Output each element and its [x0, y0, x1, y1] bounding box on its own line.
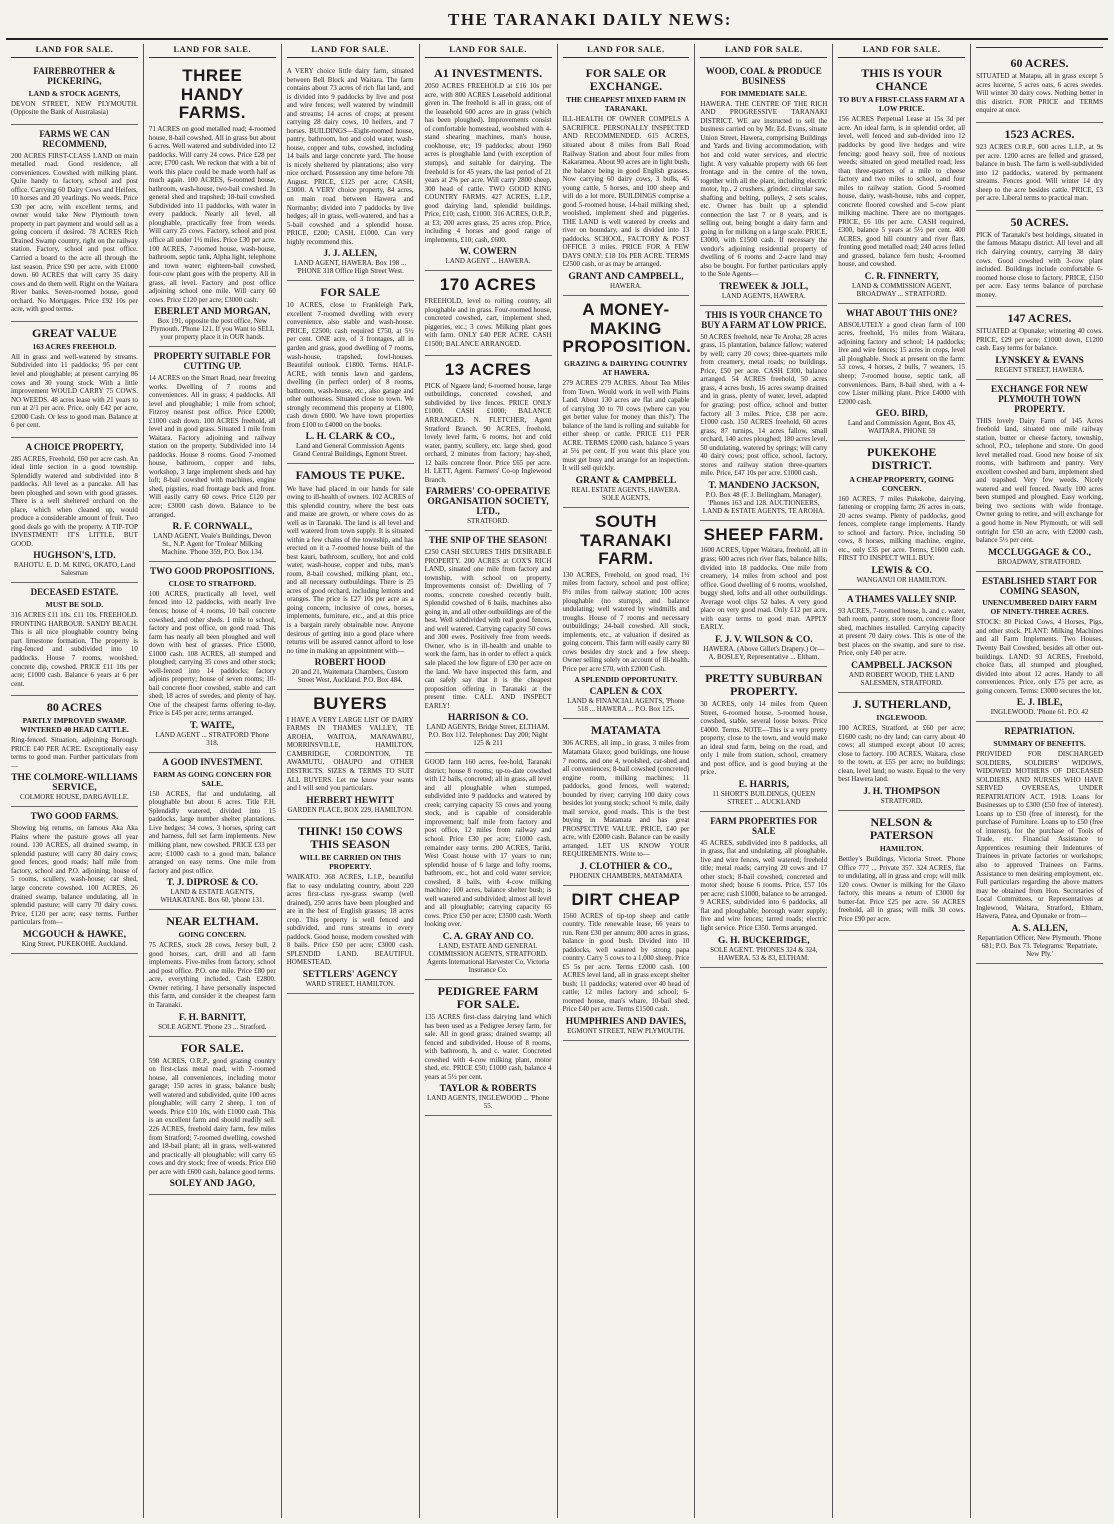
agent-name: W. COWERN	[459, 247, 517, 258]
column-heading: LAND FOR SALE.	[700, 44, 827, 58]
ad-body: 598 ACRES, O.R.P., good grazing country on first-class metal road, with 7-roomed house, all conveniences, including motor garage; 150 acres in grass, balance bush; well watered and subdivided, quite 100 acres ploughable; will carry 2 sheep, 1 ton of weeds. Price £10 10s, with £1000 cash. This is an excellent farm and should readily sell. 226 ACRES, freehold dairy farm, few miles from Stratford; 7-roomed dwelling, cowshed and 18-bail plant; all in grass, well-watered and practically all ploughable; will carry 65 cows and dry stock; free of weeds. Price £60 per acre with £600 cash, balance good terms.	[148, 1056, 276, 1176]
agent-name: HERBERT HEWITT	[306, 795, 395, 806]
ad-body: 1560 ACRES of tip-top sheep and cattle country. Title renewable lease, 66 years to run. Rent £30 per annum; 800 acres in grass, balance in good bush. Divided into 10 paddocks, well watered by strong papa country. Carry 5 cows to a 1,000 sheep. Price £5 5s per acre. Terms £2000 cash. 100 ACRES level land, all in grass except shelter bush; 11 paddocks; watered over 40 head of cattle; 12 miles factory and school; 6-roomed house, man's whare, 10-bail shed. Price £40 per acre. Terms £1500 cash.	[562, 911, 690, 1014]
ad-title: WHAT ABOUT THIS ONE?	[846, 307, 958, 318]
ad-title: REPATRIATION.	[1004, 726, 1075, 737]
ad-title: FAIREBROTHER & PICKERING,	[33, 66, 116, 86]
agent-address: STRATFORD.	[467, 517, 509, 526]
ad-body: 130 ACRES, Freehold, on good road, 1½ miles from factory, school and post office; 8½ miles from railway station; 100 acres ploughable (no stumps), and balance undulating; well watered by windmills and troughs. House of 7 rooms and necessary outbuildings; 24-bail cowshed. All stock, implements, etc., at valuation if desired as going concern. This farm will easily carry 80 cows besides dry stock and a few sheep. Owner selling solely on account of ill-health. Price per acre £70, with £2000 Cash.	[562, 570, 690, 673]
ad-body: 75 ACRES, stock 28 cows, Jersey bull, 2 good horses, cart, drill and all farm implements. Five-miles from factory, school and post office. P.O. one mile. Price £80 per acre, everything included. Cash £2800. Owner retiring. I have personally inspected this farm, and consider it the cheapest farm in Taranaki.	[148, 941, 276, 1009]
classified-ad	[149, 753, 276, 910]
classified-ad	[425, 531, 552, 753]
classified-ad	[563, 886, 690, 1041]
ad-body: Showing big returns, on famous Aka Aka Plains where the pasture grows all year round. 130 ACRES, all drained swamp, in splendid pasture; will carry 80 dairy cows; good fences, good roads; half mile from factory, school and P.O. adjoining; house of 5 rooms, scullery, wash-house; car shed, large concrete cowshed. 100 ACRES, 26 drained swamp, balance undulating, all in splendid pasture; will carry 70 dairy cows. Price, £120 per acre; easy terms. Further particulars from—	[11, 824, 138, 927]
ad-body: HAWERA. THE CENTRE OF THE RICH AND PROGRESSIVE TARANAKI DISTRICT. WE are instructed to sell the business carried on by Mr. Ed. Evans, situate Union Street, Hawera, comprising Buildings and Yards and living accommodation, with hot and cold water services, and electric light. A very valuable property with 66 feet frontage and in the centre of the town, together with all the plant, including electric motor, hp., 2 crushers, grinder, circular saw, shafting and belting, pulleys, 2 sets scales, etc. Owner has built up a splendid connection the last 7 or 8 years, and is selling out, being bought a dairy farm and going in for milking on a large scale. PRICE, £3000, with £1500 cash. If necessary the vendor's adjoining residential property of dwelling of 6 rooms and 2-acre land may also be bought. For further particulars apply to the Sole Agents—	[700, 99, 828, 279]
ad-title: PEDIGREE FARM FOR SALE.	[437, 983, 539, 1012]
ad-title: THINK! 150 COWS THIS SEASON	[297, 823, 403, 851]
agent-name: R. F. CORNWALL,	[172, 522, 253, 533]
agent-name: MCCLUGGAGE & CO.,	[988, 547, 1092, 558]
ad-title: NEAR ELTHAM.	[166, 914, 259, 929]
agent-name: C. R. FINNERTY,	[864, 271, 939, 282]
agent-address: LAND AGENTS, HAWERA.	[721, 291, 806, 300]
agent-address: LAND AGENTS, Bridge Street, ELTHAM. P.O. Box 112. Telephones: Day 200; Night 125 & 211	[426, 723, 550, 748]
ad-body: THIS lovely Dairy Farm of 145 Acres freehold land, situated one mile railway station, butter or cheese factory, township, school, P.O., telephone and store. On good level metalled road. Good new house of six rooms, with bathroom and pantry. Very excellent cowshed and barn, implement shed and trapshed. Very few weeds. Nicely watered and well fenced. Nearly 100 acres been stumped and ploughed. Easy working, being two sections with wide frontage. Owner going to retire, and will exchange for a good home in New Plymouth, or will sell outright for £50 an acre, with £2000 cash, balance 5½ per cent.	[976, 416, 1103, 545]
agent-name: GRANT & CAMPBELL	[575, 475, 677, 486]
classified-ad	[11, 583, 138, 696]
ad-title: FARMS WE CAN RECOMMEND,	[39, 128, 110, 149]
agent-name: L. H. CLARK & CO.,	[305, 432, 395, 443]
classified-ad	[976, 722, 1103, 964]
ad-title: J. SUTHERLAND,	[852, 696, 951, 711]
ad-subtitle: A SPLENDID OPPORTUNITY.	[574, 675, 678, 685]
classified-ad	[838, 693, 965, 811]
agent-name: SOLEY AND JAGO,	[169, 1179, 256, 1190]
classified-ad	[11, 696, 138, 807]
ad-body: 923 ACRES O.R.P., 600 acres L.I.P., at 9s per acre. 1200 acres are felled and grassed, balance in bush. The farm is well-subdivided into 12 paddocks, watered by permanent streams. Fences good. Will winter 14 dry sheep to the acre besides cattle. PRICE, £3 per acre. Liberal terms to practical man.	[976, 143, 1103, 203]
ad-body: 30 ACRES, only 14 miles from Queen Street, 6-roomed house, 5-roomed house, cowshed, stable, several loose boxes. Price £4000. Terms. NOTE—This is a very pretty property, close to the town, and would make an ideal stud farm, being on the road, and only 1 mile from station, school, creamery and post office, and is good buying at the price.	[700, 700, 828, 777]
classified-ad	[425, 753, 552, 980]
classified-ad	[838, 590, 965, 693]
agent-address: RAHOTU. E. D. M. KING, OKATO, Land Salesman	[13, 561, 136, 578]
ad-body: 156 ACRES Perpetual Lease at 15s 3d per acre. An ideal farm, is in splendid order, all level, well fenced and sub-divided into 12 paddocks by good live hedges and wire fencing; good heavy soil, free of noxious weeds; situated on good metalled road; less than three-quarters of a mile to cheese factory and two miles to school, and four miles to railway station. Good 5-roomed house, dairy, wash-house, tubs and copper, concrete floored cowshed and 5-cow plant milking machine. There are no mortgages. PRICE, £6 10s per acre. CASH required, £300, balance 5 years at 5½ per cent. 400 ACRES, good hill country and river flats, fronting good metalled road; 240 acres felled and grassed, balance fern bush; 4-roomed house, and cowshed.	[838, 115, 966, 269]
classified-ad	[976, 307, 1103, 380]
classified-ad	[976, 572, 1103, 723]
agent-address: GARDEN PLACE, BOX 229, HAMILTON.	[287, 805, 413, 814]
classified-ad	[287, 690, 414, 819]
ad-body: 200 ACRES FIRST-CLASS LAND on main metalled road. Good residence, all conveniences. Cowshed with milking plant. Quite handy to factory, school and post office. Carrying 60 Dairy Cows and Heifers, 10 horses and 20 yearlings. No weeds. Price £30 per acre, with excellent terms, and owner would take New Plymouth town property in part payment and would sell as a going concern if desired. 78 ACRES Rich Drained Swamp country, right on the railway station. Factory, school and post office. Carried a board to the acre all through the last season. Price £90 per acre, with £1000 down. 60 ACRES that will carry 35 dairy cows and do them well. Right on the Waitara River banks. Seven-roomed house, good orchard. No Mortgages. Price £92 10s per acre, with good terms.	[11, 151, 138, 314]
classified-ad	[11, 62, 138, 125]
classified-ad	[149, 1037, 276, 1196]
ad-body: PROVIDED FOR DISCHARGED SOLDIERS, SOLDIERS' WIDOWS, WIDOWED MOTHERS OF DECEASED SOLDIERS, AND NURSES WHO HAVE SERVED OVERSEAS, UNDER REPATRIATION ACT, 1918. Loans for Businesses up to £300 (£50 free of interest). Loans up to £50 (free of interest), for the purchase of Furniture. Loans up to £50 (free of interest), for the purchase of Tools of Trade, etc. Financial Assistance to Apprentices resuming their Indentures of Trainees in private factories or workshops; also to approved Trainees on Farms. Assistance to men desiring employment, etc. Full particulars regarding the above matters may be obtained from Hon. Secretaries of Local Committees, or Representatives at Inglewood, Waitara, Stratford, Eltham, Hawera, Patea, and Opunake or from—	[976, 750, 1103, 921]
ad-body: 10 ACRES, close to Frankleigh Park, excellent 7-roomed dwelling with every convenience, also stable and wash-house. PRICE, £2500; cash required £750, at 5½ per cent. ONE acre, of 3 frontages, all in garden and grass, good dwelling of 7 rooms, wash-house, trapshed, fowl-houses. Beautiful outlook. £1800. Terms. HALF-ACRE, with tennis lawn and gardens, dwelling (in perfect order) of 8 rooms, bathroom, wash-house, etc., also garage and other outhouses. Situated close to town. We strongly recommend this property at £1800, cash down £600. We have town properties from £100 to £4000 on the books.	[286, 301, 414, 429]
ad-subtitle: 163 ACRES FREEHOLD.	[32, 341, 117, 351]
agent-address: Land and General Commission Agents Grand Central Buildings, Egmont Street.	[293, 442, 408, 459]
classified-ad	[149, 910, 276, 1036]
ad-body: 279 ACRES 279 ACRES. About Ten Miles from Town. Would work in well with Plains Land. About 130 acres are flat and capable of carrying 30 to 70 cows (where can you get better value for money than this?). The balance of the land is rolling and suitable for either sheep or cattle. PRICE £11 PER ACRE. TERMS £2000 cash, balance 5 years at 5½ per cent. If you want this place you must get busy and arrange for an inspection. It will sell quickly.	[562, 379, 690, 473]
ad-title: FOR SALE.	[180, 1040, 244, 1055]
classified-ad	[287, 62, 414, 281]
ad-body: 1600 ACRES, Upper Waitara, freehold, all in grass; 600 acres rich river flats, balance hills, divided into 18 paddocks. One mile from creamery, 14 miles from school and post office. Good dwelling of 6 rooms, woolshed, buggy shed, lofts and all other outbuildings. Average wool clips 52 bales. A very good place on very good road. Only £12 per acre, with easy terms to good man. APPLY EARLY.	[700, 546, 828, 632]
ad-body: PICK of Ngaere land; 6-roomed house, large outbuildings, concreted cowshed, and subdivided by live fences. PRICE ONLY £1000. CASH £1000; BALANCE ARRANGED. N. FLETCHER, Agent Stratford Branch. 90 ACRES, freehold, lovely level farm, 6 rooms, hot and cold water, pantry, scullery, etc. large shed, good orchard, 2 minutes from factory; hay-shed, 12 bails concrete floor. Price £65 per acre. H. LETT, Agent. Farmers' Co-op Inglewood Branch.	[424, 381, 552, 484]
agent-name: T. MANDENO JACKSON,	[708, 480, 820, 491]
ad-title: 147 ACRES.	[1007, 311, 1072, 326]
ad-title: 50 ACRES.	[1010, 214, 1069, 229]
ad-title: FAMOUS TE PUKE.	[295, 468, 405, 483]
ad-title: A MONEY-MAKING PROPOSITION.	[562, 299, 692, 357]
agent-name: LYNSKEY & EVANS	[995, 355, 1084, 366]
columns-container	[6, 44, 1108, 1518]
agent-address: EGMONT STREET, NEW PLYMOUTH.	[567, 1026, 685, 1035]
agent-name: ROBERT HOOD	[314, 658, 386, 669]
ad-body: 14 ACRES on the Smart Road, near freezing works. Dwelling of 7 rooms and conveniences. All in grass; 4 paddocks. All level and ploughable; 1 mile from school; Fitzroy nearest post office. Price £2000; £1000 cash down. 100 ACRES freehold, all level and in good grass. Situated 1 mile from Waitara. Factory adjoining and railway station on the property. Subdivided into 14 paddocks. House 8 rooms. Good 7-roomed house, bathroom, copper and tubs, workshop, 3 large implement sheds and hay loft; 8-bail cowshed with machines, engine shed, pigsties, road frontage back and front. Will easily carry 60 cows. Price £120 per acre; £3000 cash down. Balance to be arranged.	[148, 374, 276, 519]
ad-title: 80 ACRES	[46, 700, 102, 715]
ad-title: THIS IS YOUR CHANCE	[861, 66, 943, 94]
agent-address: LAND & COMMISSION AGENT, BROADWAY ... STRATFORD.	[851, 281, 952, 298]
classified-ad	[287, 281, 414, 464]
classified-ad	[11, 322, 138, 438]
ad-body: ABSOLUTELY a good clean farm of 100 acres, freehold, 1½ miles from Waitara, adjoining factory and school; 14 paddocks; live and wire fences; 15 acres in crops, level all ploughable. Stock at present on the farm: 53 cows, 4 horses, 2 bulls, 7 weaners, 15 sheep; 7-roomed house, septic tank, all conveniences. Barn, 8-bail shed, with a 4-cow Lister milking plant. Price £4000 with £2000 cash.	[838, 320, 966, 406]
classified-ad	[838, 304, 965, 441]
ad-title: 13 ACRES	[444, 360, 532, 380]
classified-ad	[700, 306, 827, 521]
classified-ad	[838, 811, 965, 932]
ad-title: FOR SALE	[320, 285, 381, 300]
ad-title: THE SNIP OF THE SEASON!	[429, 535, 548, 546]
agent-name: HUMPHRIES AND DAVIES,	[565, 1016, 687, 1027]
classified-ad	[563, 296, 690, 508]
agent-name: J. CLOTHIER & CO.,	[579, 861, 673, 872]
agent-address: REAL ESTATE AGENTS, HAWERA. SOLE AGENTS.	[571, 485, 681, 502]
agent-address: REGENT STREET, HAWERA.	[994, 365, 1085, 374]
ad-body: 45 ACRES, subdivided into 8 paddocks, all in grass, flat and undulating, all ploughable, live and wire fences, well watered; freehold title; metal roads; carrying 20 cows and 17 other stock; 8-bail cowshed, concreted and motor shed; house 6 rooms. Price, £57 10s per acre; cash £1000, balance to be arranged. 9 ACRES, subdivided into 6 paddocks, all flat and ploughable; borough water supply; live and wire fences; tarred roads; electric light service. Price £350. Terms arranged.	[700, 838, 828, 932]
ad-title: A GOOD INVESTMENT.	[162, 756, 263, 767]
classified-ad	[838, 441, 965, 590]
masthead	[0, 0, 1114, 40]
classified-ad	[287, 820, 414, 994]
column-heading: LAND FOR SALE.	[11, 44, 138, 58]
ad-title: SOUTH TARANAKI FARM.	[580, 511, 672, 569]
agent-name: J. H. THOMPSON	[863, 786, 941, 797]
ad-title: EXCHANGE FOR NEW PLYMOUTH TOWN PROPERTY.	[991, 383, 1089, 414]
ad-title: 1523 ACRES.	[1004, 126, 1075, 141]
ad-title: BUYERS	[313, 694, 388, 714]
ad-body: STOCK: 80 Picked Cows, 4 Horses, Pigs, and other stock. PLANT: Milking Machines and all Farm Implements. Two Houses, Twenty Bail Cowshed, besides all other out-buildings. LAND: 93 ACRES, Freehold, choice flats, all stumped and ploughed, divided into about 12 acres. Handy to all conveniences. Price, only £75 per acre, as going concern. Terms: £3000 secures the lot.	[976, 618, 1103, 695]
agent-name: F. J. V. WILSON & CO.	[715, 634, 813, 645]
column-6	[695, 44, 833, 1518]
agent-name: CAMPBELL JACKSON	[851, 660, 953, 671]
ad-subtitle: GOING CONCERN.	[178, 930, 247, 940]
agent-name: E. HARRIS,	[738, 779, 790, 790]
agent-address: SOLE AGENT. 'PHONES 324 & 324, HAWERA. 53 & 83, ELTHAM.	[710, 945, 818, 962]
agent-address: 20 and 21, Waitemata Chambers, Custom Street West, Auckland. P.O. Box 484.	[292, 668, 409, 685]
classified-ad	[425, 62, 552, 271]
column-5	[558, 44, 696, 1518]
classified-ad	[149, 562, 276, 753]
ad-title: SHEEP FARM.	[703, 524, 825, 544]
agent-address: PHOENIX CHAMBERS, MATAMATA	[569, 871, 683, 880]
agent-address: STRATFORD.	[880, 796, 923, 805]
agent-address: P.O. Box 48 (F. J. Bellingham, Manager). 'Phones 163 and 128. AUCTIONEERS, LAND & ESTATE AGENTS, TE AROHA.	[702, 490, 825, 515]
ad-body: WAIKATO. 368 ACRES, L.I.P., beautiful flat to easy undulating country, about 220 acres first-class rye-grass swamp (well drained), 250 acres have been ploughed and are in the best of English grasses; 18 acres crop. This property is well fenced and subdivided, and runs streams in every paddock. Good house, modern cowshed with 8 bails. Price £50 per acre; £3000 cash. SPLENDID LAND. BEAUTIFUL HOMESTEAD.	[286, 872, 414, 967]
ad-subtitle: MUST BE SOLD.	[45, 600, 104, 610]
classified-ad	[149, 347, 276, 562]
agent-name: HARRISON & CO.	[447, 713, 529, 724]
agent-address: 11 SHORT'S BUILDINGS, QUEEN STREET ... AUCKLAND	[712, 789, 816, 806]
column-heading: LAND FOR SALE.	[425, 44, 552, 58]
classified-ad	[425, 356, 552, 531]
agent-address: Repatriation Officer, New Plymouth. 'Phone 681; P.O. Box 73. Telegrams: 'Repatriate, New Ply.'	[977, 933, 1102, 958]
agent-address: INGLEWOOD. 'Phone 61. P.O. 42	[990, 708, 1089, 717]
ad-title: FOR SALE OR EXCHANGE.	[585, 66, 667, 94]
ad-body: Ring-fenced. Situation, adjoining Borough. PRICE £40 PER ACRE. Exceptionally easy terms to good man. Further particulars from—	[11, 736, 138, 770]
classified-ad	[700, 62, 827, 306]
agent-name: T. WAITE,	[190, 720, 235, 731]
ad-body: 100 ACRES, practically all level, well fenced into 12 paddocks, with nearly live fences; house of 4 rooms, 10 bail concrete cowshed, and other sheds. 1 mile to school, factory and post office, on good road. This farm has nearly all been ploughed and well down with best of grasses. Price £5000, £1000 cash. 108 ACRES, all stumped and ploughed; carrying 35 cows and other stock; well-fenced into 14 paddocks; factory adjoins property; house of seven rooms; 10-bail concrete floor cowshed, stable and cart shed; 18 acres of swedes, and plenty of hay. One of the cheapest farms offering to-day. Price is £45 per acre; terms arranged.	[148, 589, 276, 718]
ad-title: THREE HANDY FARMS.	[178, 66, 246, 123]
classified-ad	[287, 464, 414, 690]
ad-body: 160 ACRES, 7 miles Pukekohe, dairying, fattening or cropping farm; 26 acres in oats, 20 acres swamp. Plenty of paddocks, good fences, complete range implements. Handy to school and factory. Price, including 50 cows, 8 horses, milking machine, engine, etc., only £35 per acre. Terms, £1600 cash. FIRST TO INSPECT WILL BUY.	[838, 494, 966, 563]
ad-title: THIS IS YOUR CHANCE TO BUY A FARM AT LOW PRICE.	[701, 309, 827, 330]
agent-address: HAWERA. (Above Gillet's Drapery.) Or— A. BOSLEY, Representative ... Eltham.	[703, 644, 825, 661]
ad-body: PICK of Taranaki's best holdings, situated in the famous Matapu district. All level and all rich dairying country, carrying 38 dairy cows. Good cowshed with 3-cow plant included. Buildings include comfortable 6-roomed house close to factory. PRICE, £150 per acre. Easy terms balance of purchase money.	[976, 230, 1103, 299]
ad-title: PUKEKOHE DISTRICT.	[867, 445, 937, 473]
ad-title: WOOD, COAL & PRODUCE BUSINESS	[705, 66, 822, 86]
ad-title: ESTABLISHED START FOR COMING SEASON,	[981, 575, 1098, 596]
column-3	[282, 44, 420, 1518]
ad-body: £250 CASH SECURES THIS DESIRABLE PROPERTY. 200 ACRES at COX'S RICH LAND, situated one mile from factory and township, with school on property. Improvements consist of: Dwelling of 7 rooms, concrete cowshed recently built. Splendid cowshed of 6 bails, machines also going in, and all other outbuildings are of the best. Well subdivided with real good fences, and well watered. Carrying capacity 50 cows and 300 ewes. Positively free from weeds. Owner, who is in ill-health and unable to work the farm, has in order to effect a quick sale placed the low figure of £30 per acre on the land. We have inspected this farm, and can safely say that it is the cheapest proposition offering in Taranaki at the present time. CALL AND INSPECT EARLY!	[424, 548, 552, 710]
agent-name: EBERLET AND MORGAN,	[154, 307, 271, 318]
ad-body: GOOD farm 160 acres, fee-hold, Taranaki district; house 8 rooms; up-to-date cowshed with 12 bails, concreted; all in grass, all level and all ploughable when stumped, subdivided into 9 paddocks and watered by creek; carrying capacity 55 cows and young stock, and is capable of considerable improvement; half mile from factory and post office, 12 miles from railway and school. Price £30 per acre; £1000 cash, remainder easy terms. 200 ACRES, Tariki, West Coast house with 17 years to run; splendid house of 6 large and lofty rooms, bathroom, etc., hot and cold water service; cowshed, 8 bails, with 4-cow milking machine; 100 acres, balance shelter bush; is well watered and subdivided; almost all level and all ploughable; carrying capacity 65 cows. Price £50 per acre; £3500 cash. Worth looking over.	[424, 758, 552, 929]
classified-ad	[976, 123, 1103, 211]
ad-body: 93 ACRES, 7-roomed house, h. and c. water, bath room, pantry, store room, concrete floor shed, machines installed. Carrying capacity at present 70 dairy cows. This is one of the best places on the swamp, and sure to rise. Price, only £40 per acre.	[838, 606, 966, 658]
ad-title: PROPERTY SUITABLE FOR CUTTING UP.	[153, 351, 271, 372]
agent-name: F. H. BARNITT,	[178, 1012, 246, 1023]
classified-ad	[563, 719, 690, 886]
agent-name: SETTLERS' AGENCY	[302, 969, 398, 980]
ad-title: GREAT VALUE	[32, 325, 117, 340]
column-heading	[976, 44, 1103, 48]
agent-address: COLMORE HOUSE, DARGAVILLE.	[20, 793, 129, 802]
agent-address: SOLE AGENT. 'Phone 23 ... Stratford.	[158, 1022, 267, 1031]
ad-body: 2050 ACRES FREEHOLD at £16 10s per acre, with 800 ACRES Leasehold additional given in. The freehold is all in grass, out of the leasehold 600 acres are in grass (which has been ploughed). Improvements consist of comfortable homestead, woolshed with 4-stand shearing machines, man's house, cookhouse, etc; 19 paddocks; about 1960 acres is ploughable land (with exception of stumps), and suitable for dairying. The freehold is for 45 years, the last period of 21 years at 2% per acre. Will carry 2800 sheep, 300 head of cattle. TWO GOOD KING COUNTRY FARMS. 427 ACRES, L.I.P., good dairying land, splendid buildings. Price, £10; cash, £1000. 316 ACRES, O.R.P., at £3; 200 acres grass, 25 acres crop. Price, including 4 horses and good range of implements, £10; cash, £600.	[424, 82, 552, 244]
column-4	[420, 44, 558, 1518]
agent-name: GEO. BIRD,	[875, 409, 928, 420]
classified-ad	[149, 62, 276, 347]
agent-name: G. H. BUCKERIDGE,	[718, 935, 810, 946]
ad-subtitle: FOR IMMEDIATE SALE.	[720, 88, 807, 98]
agent-name: LEWIS & CO.	[871, 565, 932, 576]
column-1	[6, 44, 144, 1518]
column-heading: LAND FOR SALE.	[563, 44, 690, 58]
classified-ad	[976, 211, 1103, 307]
ad-title: NELSON & PATERSON	[869, 814, 934, 842]
classified-ad	[838, 62, 965, 304]
agent-name: MCGOUCH & HAWKE,	[22, 929, 127, 940]
ad-body: 71 ACRES on good metalled road; 4-roomed house, 8-bail cowshed. All in grass but about 6 acres. Well watered and subdivided into 12 paddocks. Will carry 24 cows. Price £28 per acre; £700 cash. We reckon that with a bit of work this place could be made worth half as much again. 100 ACRES, 6-roomed house, bathroom, wash-house, two-bail cowshed. In general shed and trapshed; 18-bail cowshed. Subdivided into 11 paddocks, with water in every paddock. Nearly all level, all ploughable, practically free from weeds. Will carry 25 cows. Factory, school and post office all under 1½ miles. Price £30 per acre. 100 ACRES, 7-roomed house, wash-house, bathroom, septic tank, Alpha light, telephone and town water; eighteen-bail cowshed, four-cow plant goes with the property. All in grass, all level. Factory and post office adjoining school one mile. Will carry 60 cows. Price £120 per acre; £3000 cash.	[148, 125, 276, 304]
column-heading: LAND FOR SALE.	[838, 44, 965, 58]
agent-name: TAYLOR & ROBERTS	[439, 1084, 537, 1095]
agent-name: C. A. GRAY AND CO.	[442, 931, 534, 942]
agent-name: GRANT AND CAMPBELL,	[568, 271, 684, 282]
agent-name: THE COLMORE-WILLIAMS SERVICE,	[11, 773, 138, 794]
agent-name: FARMERS' CO-OPERATIVE ORGANISATION SOCIETY, LTD.,	[425, 487, 551, 518]
agent-name: J. J. ALLEN,	[323, 249, 377, 260]
ad-body: 150 ACRES, flat and undulating, all ploughable but about 6 acres. Title F.H. Splendidly watered, divided into 15 paddocks, large number shelter plantations. Live hedges; 34 cows, 3 horses, spring cart and harness, full set farm implements. New milking plant, new cowshed. PRICE £33 per acre; £1000 cash to a good man, balance arranged on easy terms. One mile from factory and post office.	[148, 789, 276, 875]
ad-title: MATAMATA	[591, 723, 661, 738]
agent-address: LAND AGENT, Veale's Buildings, Devon St., N.P. Agent for 'Trolear' Milking Machine. 'Phone 359, P.O. Box 134.	[153, 532, 272, 557]
column-heading: LAND FOR SALE.	[287, 44, 414, 58]
agent-address: LAND & FINANCIAL AGENTS, 'Phone 518 ... HAWERA ... P.O. Box 125.	[567, 697, 685, 714]
column-7	[833, 44, 971, 1518]
ad-subtitle: THE CHEAPEST MIXED FARM IN TARANAKI.	[566, 95, 686, 114]
ad-subtitle: HAMILTON.	[879, 844, 924, 854]
agent-name: T. J. DIPROSE & CO.	[166, 878, 259, 889]
ad-title: FARM PROPERTIES FOR SALE	[710, 815, 818, 836]
classified-ad	[563, 508, 690, 719]
agent-address: LAND AGENT ... HAWERA.	[445, 257, 531, 266]
agent-name: TREWEEK & JOLL,	[719, 281, 809, 292]
ad-title: PRETTY SUBURBAN PROPERTY.	[705, 670, 823, 698]
ad-subtitle: FARM AS GOING CONCERN FOR SALE.	[153, 769, 272, 788]
classified-ad	[700, 521, 827, 667]
ad-subtitle: A CHEAP PROPERTY, GOING CONCERN.	[849, 474, 954, 493]
classified-ad	[976, 380, 1103, 572]
ad-body: 50 ACRES freehold, near Te Aroha; 28 acres grass, 15 plantation, balance fallow; watered by well; carry 20 cows; three-quarters mile from creamery, metal roads; no buildings. Price, £50 per acre. CASH £300, balance arranged. 54 ACRES freehold, 50 acres grass, 4 acres bush, 16 acres swamp drained and in grass, plenty of water, level, adapted for grazing; post office, school and butter factory all 3 miles. Price, £38 per acre. £1000 cash. 150 ACRES freehold, 60 acres grass, 87 turnips, 14 acres fallow, small orchard, 140 acres ploughed; 180 acres level, 50 undulating, watered by springs; will carry 40 dairy cows; post office, school, factory, stores and railway station three-quarters mile. Price, £47 10s per acre. £1000 cash.	[700, 332, 828, 478]
agent-address: LAND & ESTATE AGENTS, WHAKATANE. Box 60, 'phone 131.	[160, 888, 265, 905]
ad-subtitle: INGLEWOOD.	[876, 713, 927, 723]
ad-title: A THAMES VALLEY SNIP.	[846, 593, 957, 604]
agent-address: BROADWAY, STRATFORD.	[997, 557, 1082, 566]
ad-body: I HAVE A VERY LARGE LIST OF DAIRY FARMS IN THAMES VALLEY, TE AROHA, WAITOA, MANAWARU, MORRINSVILLE, HAMILTON, CAMBRIDGE, CORDONTON, TE AWAMUTU, OHAUPO and OTHER DISTRICTS. SIZES & TERMS TO SUIT ALL BUYERS. Let me know your wants and I will send you particulars.	[286, 715, 414, 793]
classified-ad	[700, 667, 827, 812]
ad-title: DIRT CHEAP	[571, 889, 681, 909]
ad-body: Bettley's Buildings, Victoria Street. 'Phone Office 777 ... Private 357. 324 ACRES, flat to undulating, all in grass and crop; will milk 120 cows. Owner is milking for the Glaxo factory, this means a return of £3000 for butter-fat. Price £25 per acre. 56 ACRES freehold, all in grass; will milk 30 cows. Price £90 per acre.	[838, 855, 966, 923]
classified-ad	[425, 271, 552, 356]
ad-subtitle: TO BUY A FIRST-CLASS FARM AT A LOW PRICE.	[838, 95, 965, 114]
agent-address: AND ROBERT WOOD, THE LAND SALESMEN, STRATFORD.	[848, 670, 955, 687]
ad-title: A CHOICE PROPERTY,	[25, 441, 124, 452]
agent-address: LAND AGENTS, INGLEWOOD ... 'Phone 55.	[426, 1094, 550, 1111]
ad-body: 306 ACRES, all imp., in grass, 3 miles from Matamata Glaxo; good buildings, one house 7 rooms, and one 4, woolshed, car-shed and all conveniences; 8-bail cowshed (concreted) engine room, milking machines; 11 paddocks, good fences, well watered; bounded by river; carrying 100 dairy cows besides lot young stock; school ½ mile, daily mail service, good roads. This is the best buying in Matamata and has great PROSPECTIVE VALUE. PRICE, £40 per acre, with £2000 cash. Balance can be easily arranged. LET US KNOW YOUR REQUIREMENTS. Write to—	[562, 739, 690, 859]
ad-title: 170 ACRES	[439, 275, 537, 295]
classified-ad	[976, 52, 1103, 123]
masthead-rule	[6, 38, 1108, 40]
newspaper-title: THE TARANAKI DAILY NEWS:	[448, 10, 732, 29]
agent-address: LAND, ESTATE AND GENERAL COMMISSION AGENTS, STRATFORD. Agents International Harvester Co, Victoria Insurance Co.	[427, 941, 550, 974]
column-8	[971, 44, 1108, 1518]
classified-ad	[700, 812, 827, 968]
ad-title: DECEASED ESTATE.	[30, 587, 119, 598]
ad-title: A1 INVESTMENTS.	[434, 66, 543, 80]
agent-address: WARD STREET, HAMILTON.	[305, 979, 395, 988]
classified-ad	[11, 438, 138, 584]
classified-ad	[11, 807, 138, 953]
ad-subtitle: SUMMARY OF BENEFITS.	[993, 739, 1086, 749]
ad-body: FREEHOLD, level to rolling country, all ploughable and in grass. Four-roomed house, concreted cowshed, cart, implement shed, piggeries, etc.; 3 cows. Milking plant goes with farm. ONLY £40 PER ACRE. CASH £1500; BALANCE ARRANGED.	[424, 296, 552, 348]
ad-body: 135 ACRES first-class dairying land which has been used as a Pedigree Jersey farm, for sale. All in good grass; drained swamp; all fenced and subdivided. House of 8 rooms, with bathroom, h. and c. water. Concreted cowshed with 4-cow milking plant, motor shed, etc. PRICE £50; £1000 cash, balance 4 years at 5½ per cent.	[424, 1013, 552, 1081]
ad-subtitle: CLOSE TO STRATFORD.	[168, 578, 256, 588]
ad-body: 100 ACRES, Stratford, at £60 per acre; £1600 cash; no dry land; can carry about 40 cows; all stumped except about 10 acres; close to factory. 100 ACRES, Waitara, close to the town, at £55 per acre; no buildings; clean, level land; no waste. Equal to the very best Hawera land.	[838, 724, 966, 784]
agent-name: E. J. IBLE,	[1016, 698, 1063, 709]
classified-ad	[563, 62, 690, 296]
ad-subtitle: UNENCUMBERED DAIRY FARM OF NINETY-THREE ACRES.	[982, 598, 1097, 617]
agent-address: HAWERA.	[609, 281, 642, 290]
ad-body: All in grass and well-watered by streams. Subdivided into 11 paddocks; 95 per cent level and ploughable; at present carrying 86 cows and 30 young stock. With a little improvement WOULD CARRY 75 COWS. NO WEEDS. 48 acres lease with 21 years to run at 2/1 per acre. Price, only £42 per acre, £2000 Cash. Or less to good man. Balance at 6 per cent.	[11, 352, 138, 430]
ad-body: SITUATED at Opunake; wintering 40 cows. PRICE, £29 per acre; £1000 down, £1200 cash. Easy terms for balance.	[976, 327, 1103, 353]
ad-body: SITUATED at Matapu, all in grass except 5 acres lucerne, 5 acres oats, 6 acres swedes. Will winter 30 dairy cows. Nothing better in this district. FOR PRICE and TERMS enquire at once.	[976, 72, 1103, 115]
ad-title: TWO GOOD PROPOSITIONS.	[150, 566, 275, 577]
ad-title: TWO GOOD FARMS.	[30, 811, 119, 822]
ad-body: ILL-HEALTH OF OWNER COMPELS A SACRIFICE. PERSONALLY INSPECTED AND RECOMMENDED. 615 ACRES, situated about 8 miles from Ball Road Railway Station and about four miles from Kakaramea. About 90 acres are in light bush, the balance being in good English grasses. Now carrying 60 dairy cows, 3 bulls, 45 young cattle, 5 horses, and 100 sheep and will do a lot more. BUILDINGS comprise a good 5-roomed house, 14-bail milking shed, woolshed, implement shed and piggeries. THE LAND is well watered by creeks and river on boundary, and is divided into 13 paddocks. SCHOOL, FACTORY & POST OFFICE 3 miles. PRICE FOR A FEW DAYS ONLY: £18 10s PER ACRE. TERMS £2500 cash, or as may be arranged.	[562, 115, 690, 269]
ad-subtitle: LAND & STOCK AGENTS,	[28, 88, 121, 98]
ad-subtitle: WILL BE CARRIED ON THIS PROPERTY.	[299, 852, 401, 871]
ad-title: 60 ACRES.	[1010, 56, 1069, 70]
agent-address: LAND AGENT, HAWERA. Box 198 ... 'PHONE 318 Office High Street West.	[294, 259, 407, 276]
classified-ad	[425, 980, 552, 1117]
ad-body: 316 ACRES £11 10s. £11 10s. FREEHOLD. FRONTING HARBOUR. SANDY BEACH. This is all nice ploughable country being part limestone formation. The property is ring-fenced and subdivided into 10 paddocks. House 7 rooms, woolshed, concrete dip, cowshed. PRICE £11 10s per acre; £1000 cash. Balance 6 years at 6 per cent.	[11, 611, 138, 688]
ad-subtitle: PARTLY IMPROVED SWAMP. WINTERED 40 HEAD CATTLE.	[20, 716, 129, 735]
agent-address: Box 191, opposite the post office, New Plymouth. 'Phone 121. If you Want to SELL your property place it in OUR hands.	[150, 317, 275, 342]
column-2	[144, 44, 282, 1518]
ad-body: A VERY choice little dairy farm, situated between Bell Block and Waitara. The farm contains about 73 acres of rich flat land, and is divided into 9 paddocks by live and post and wire fences; well watered by windmill and streams; 14 acres of crops; at present carrying 28 dairy cows, 10 heifers, and 7 horses. BUILDINGS—Eight-roomed house, pantry, bathroom, hot and cold water, wash-house, copper and tubs, cowshed, including 14 bails and large concrete yard. The house is nicely sheltered by plantations; also very nice orchard. Possession any time before 7th August. PRICE, £125 per acre; CASH, £3000. A VERY choice property, 84 acres, on main road between Hawera and Normanby; divided into 7 paddocks by live hedges; all in grass, well-watered, and has a 5-bail cowshed and a splendid house. PRICE, £200; CASH, £1000. Can very highly recommend this.	[286, 67, 414, 246]
agent-address: WANGANUI OR HAMILTON.	[856, 575, 947, 584]
agent-address: LAND AGENT ... STRATFORD 'Phone 318.	[155, 730, 270, 747]
ad-subtitle: GRAZING & DAIRYING COUNTRY AT HAWERA.	[564, 359, 688, 377]
ad-body: We have had placed in our hands for sale owing to ill-health of owners. 102 ACRES of this splendid country, where the best oats and maize are grown, or where cows do as well as in Taranaki. The land is all level and well watered from town supply. It is situated within a few chains of the township, and has erected on it a 7-roomed house built of the best kauri, bathroom, scullery, hot and cold water, wash-house, copper and tubs, man's room, 8-bail cowshed, milking plant, etc., and all necessary outbuildings. There is 25 acres of good orchard, including lemons and oranges. The price is £27 10s per acre as a going concern, inclusive of cows, horses, implements, furniture, etc., and at this price is a bargain rarely obtainable now. Anyone desirous of getting into a good place where returns will be assured cannot afford to lose no time in making an appointment with—	[286, 484, 414, 655]
agent-name: A. S. ALLEN,	[1011, 923, 1068, 934]
agent-name: HUGHSON'S, LTD.	[33, 551, 116, 562]
agent-address: King Street, PUKEKOHE. Auckland.	[21, 939, 128, 948]
classified-ad	[11, 125, 138, 322]
ad-body: 285 ACRES, Freehold, £60 per acre cash. An ideal little section in a good township. Splendidly watered and subdivided into 8 paddocks. All level as a pancake. All has been ploughed and sown with good grasses. There is a well sheltered orchard on the place, which when cleaned up, would produce a considerable amount of fruit. Two good deals go with the property. A TIP-TOP INVESTMENT! IT'S LITTLE, BUT GOOD.	[11, 454, 138, 548]
agent-name: CAPLEN & COX	[589, 687, 663, 698]
column-heading: LAND FOR SALE.	[149, 44, 276, 58]
ad-body: DEVON STREET, NEW PLYMOUTH. (Opposite the Bank of Australasia)	[11, 99, 138, 117]
agent-address: Land and Commission Agent, Box 43, WAITARA. PHONE 59	[847, 419, 956, 436]
